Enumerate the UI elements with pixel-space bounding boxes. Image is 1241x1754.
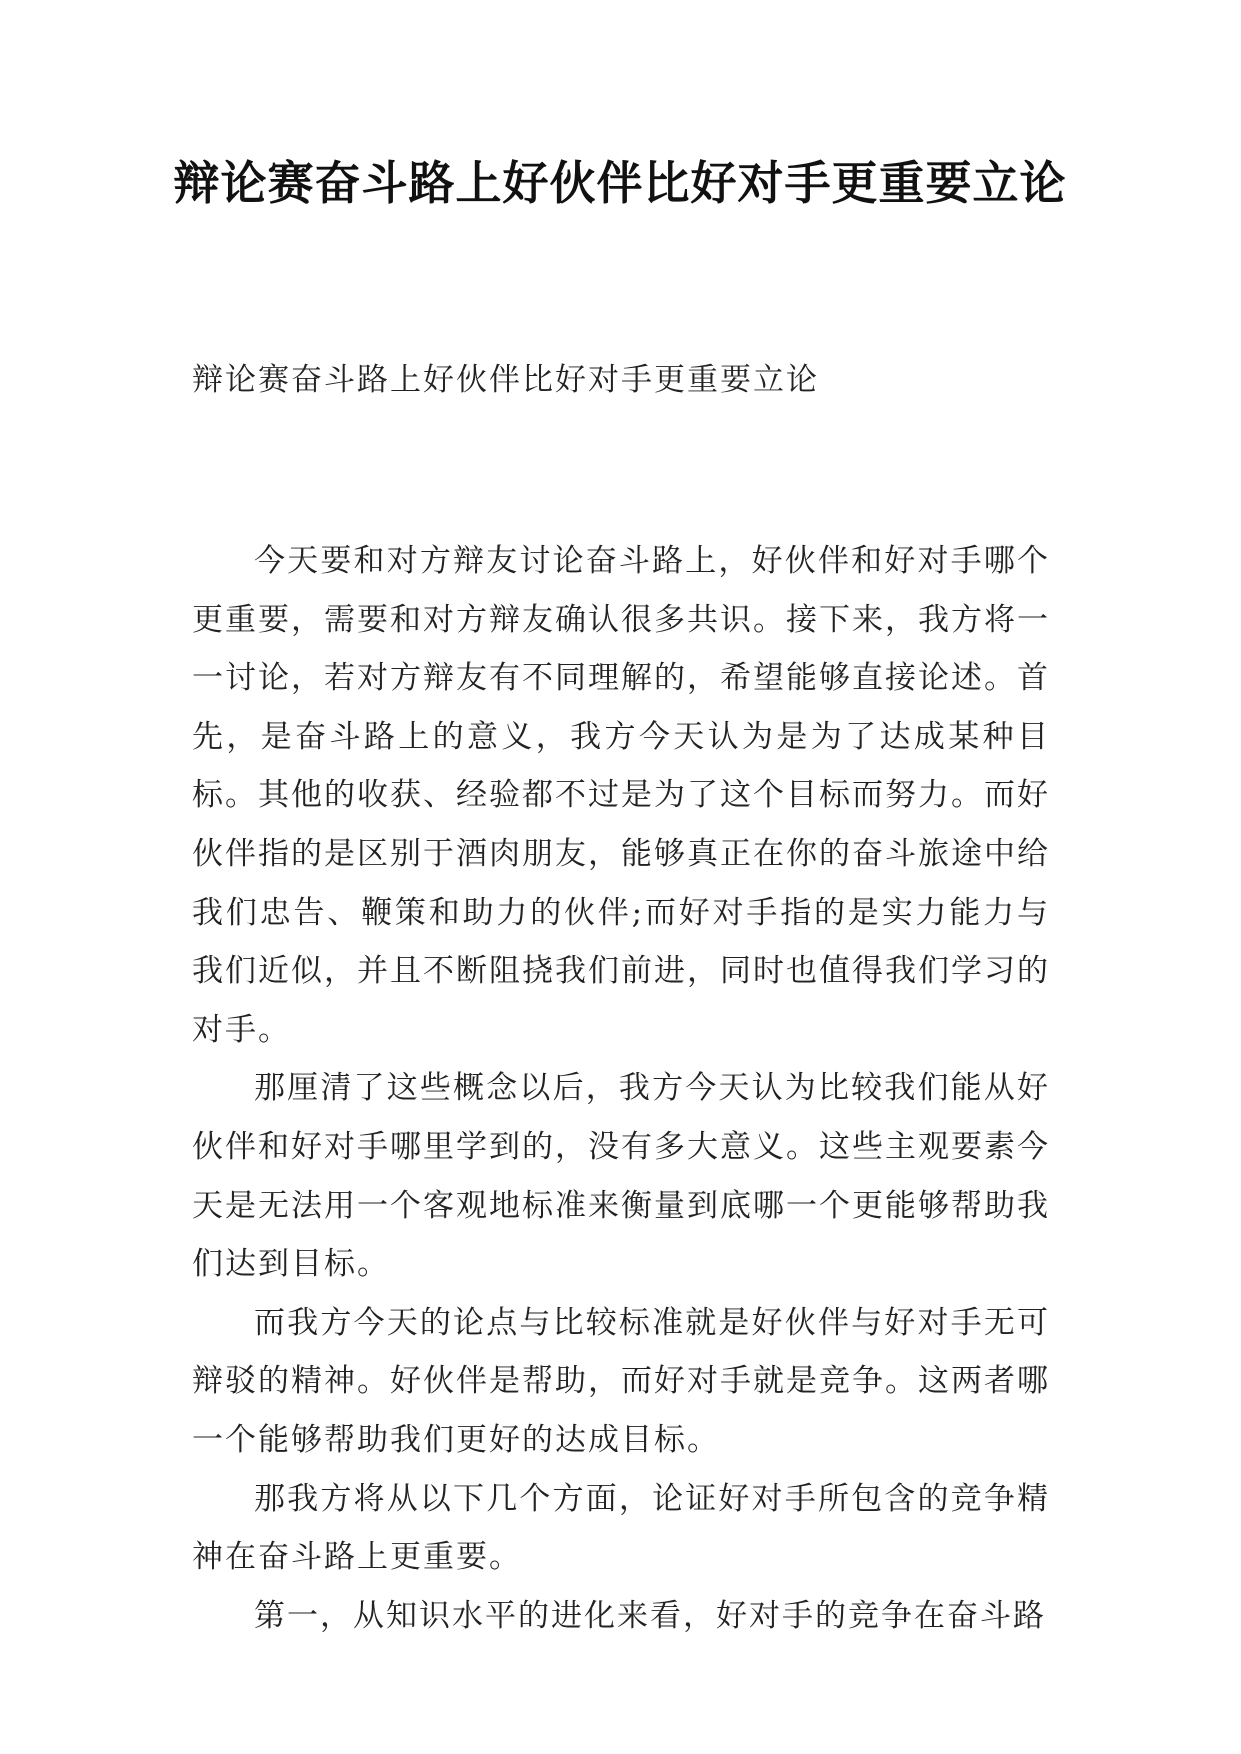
body-paragraph: 那厘清了这些概念以后，我方今天认为比较我们能从好伙伴和好对手哪里学到的，没有多大意义。这些主观要素今天是无法用一个客观地标准来衡量到底哪一个更能够帮助我们达到目标。 xyxy=(192,1070,1050,1283)
document-subtitle: 辩论赛奋斗路上好伙伴比好对手更重要立论 xyxy=(192,362,819,398)
document-title: 辩论赛奋斗路上好伙伴比好对手更重要立论 xyxy=(173,156,1067,210)
body-paragraph: 第一，从知识水平的进化来看，好对手的竞争在奋斗路 xyxy=(254,1597,1046,1634)
body-paragraph: 而我方今天的论点与比较标准就是好伙伴与好对手无可辩驳的精神。好伙伴是帮助，而好对手就是竞争。这两者哪一个能够帮助我们更好的达成目标。 xyxy=(192,1304,1050,1458)
body-paragraph: 那我方将从以下几个方面，论证好对手所包含的竞争精神在奋斗路上更重要。 xyxy=(192,1480,1050,1576)
document-body xyxy=(192,532,1050,1645)
body-paragraph: 今天要和对方辩友讨论奋斗路上，好伙伴和好对手哪个更重要，需要和对方辩友确认很多共识。接下来，我方将一一讨论，若对方辩友有不同理解的，希望能够直接论述。首先，是奋斗路上的意义，我方今天认为是为了达成某种目标。其他的收获、经验都不过是为了这个目标而努力。而好伙伴指的是区别于酒肉朋友，能够真正在你的奋斗旅途中给我们忠告、鞭策和助力的伙伴;而好对手指的是实力能力与我们近似，并且不断阻挠我们前进，同时也值得我们学习的对手。 xyxy=(192,543,1050,1048)
